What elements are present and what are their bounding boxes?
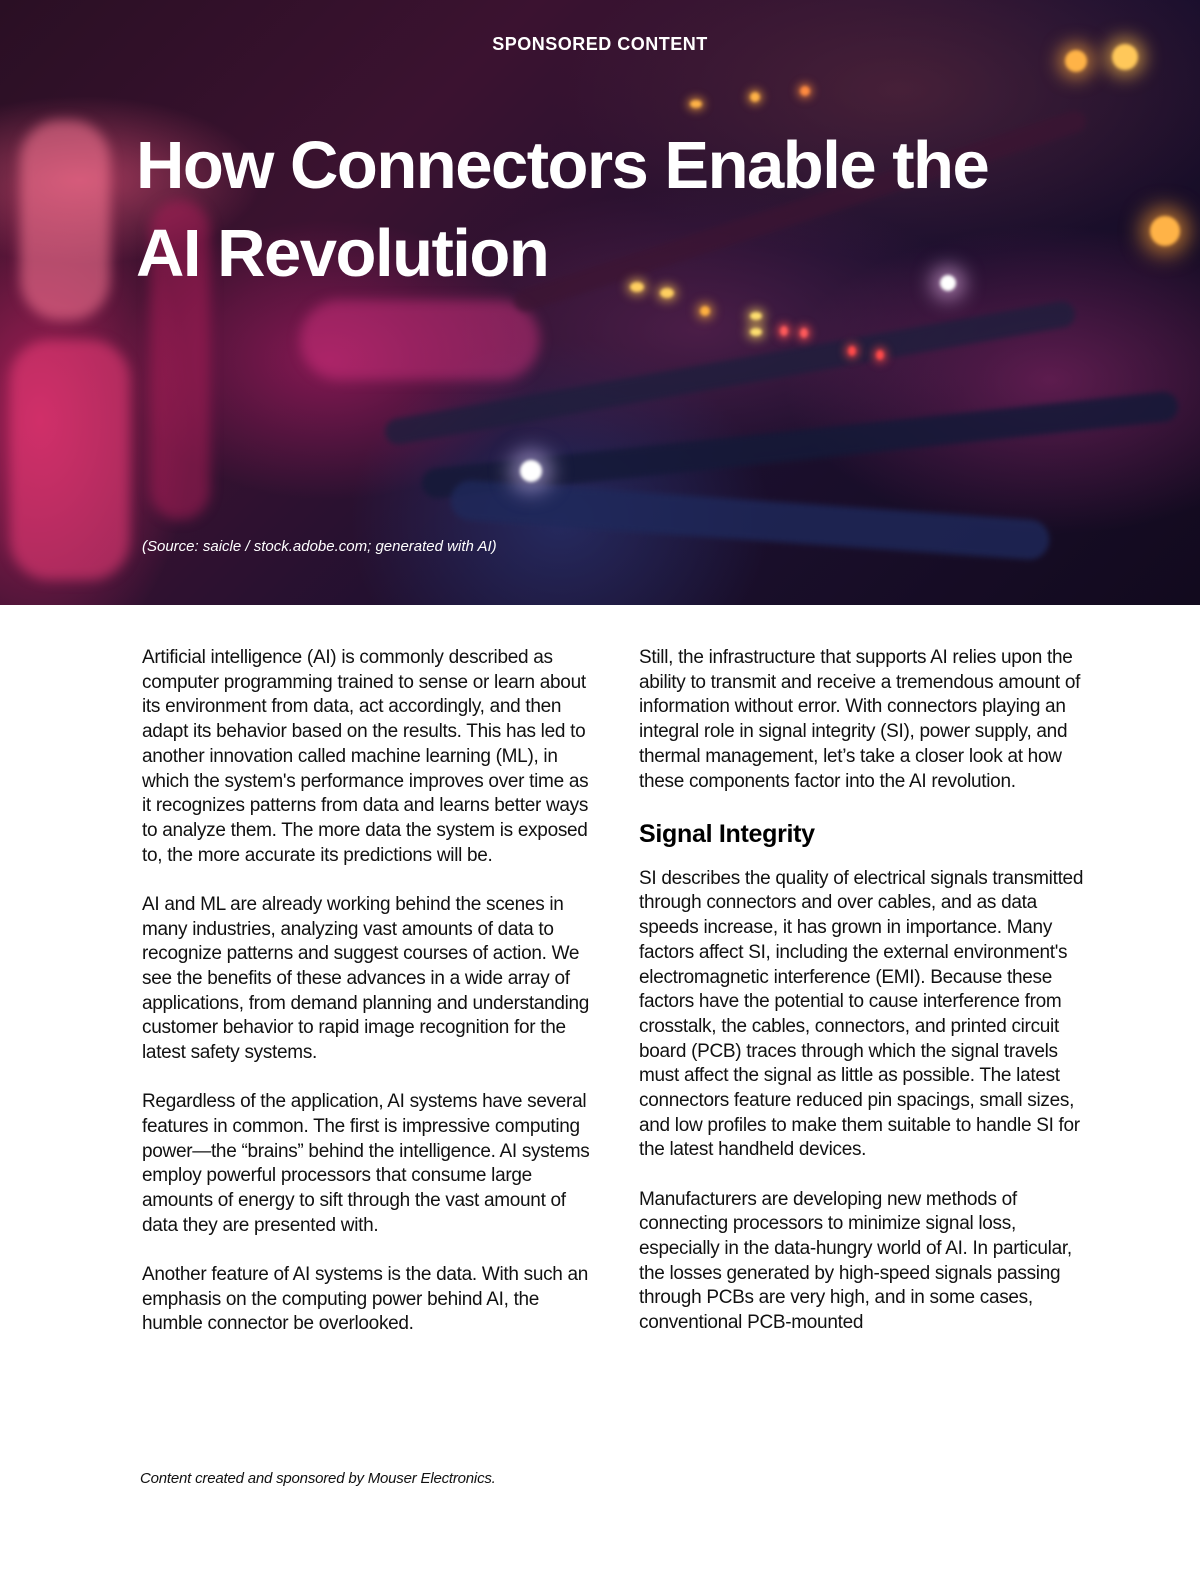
hero-led [1150, 216, 1180, 246]
hero-cable [449, 479, 1050, 561]
hero-led [800, 86, 810, 96]
hero-led [750, 328, 762, 336]
body-paragraph: Artificial intelligence (AI) is commonly described as computer programming trained to sense or learn about its environment from data, act accordingly, and then adapt its behavior based on the results. This has led to another innovation called machine learning (ML), in which the system's performance improves over time as it recognizes patterns from data and learns better ways to analyze them. The more data the system is exposed to, the more accurate its predictions will be. [142, 647, 589, 866]
body-paragraph: SI describes the quality of electrical signals transmitted through connectors and over cables, and as data speeds increase, it has grown in importance. Many factors affect SI, including the external environment's electromagnetic interference (EMI). Because these factors have the potential to cause interference from crosstalk, the cables, connectors, and printed circuit board (PCB) traces through which the signal travels must affect the signal as little as possible. The latest connectors feature reduced pin spacings, small sizes, and low profiles to make them suitable to handle SI for the latest handheld devices. [639, 867, 1084, 1161]
hero-led [520, 460, 542, 482]
body-paragraph: Manufacturers are developing new methods of connecting processors to minimize signal loss, especially in the data-hungry world of AI. In particular, the losses generated by high-speed signals passing through PCBs are very high, and in some cases, conventional PCB-mounted [639, 1188, 1072, 1334]
body-paragraph: Regardless of the application, AI systems have several features in common. The first is impressive computing power—the “brains” behind the intelligence. AI systems employ powerful processors that consume large amounts of energy to sift through the vast amount of data they are presented with. [142, 1091, 590, 1236]
hero-led [848, 346, 856, 356]
hero-led [800, 328, 808, 338]
section-heading: Signal Integrity [639, 819, 815, 848]
hero-led [750, 312, 762, 320]
hero-led [780, 326, 788, 336]
image-caption: (Source: saicle / stock.adobe.com; generated with AI) [142, 538, 497, 555]
page-title: How Connectors Enable the AI Revolution [136, 128, 989, 291]
hero-glow [20, 120, 110, 320]
hero-image [0, 0, 1200, 605]
hero-led [690, 100, 702, 108]
sponsor-credit: Content created and sponsored by Mouser Electronics. [140, 1470, 496, 1487]
sponsored-label: SPONSORED CONTENT [492, 34, 708, 54]
left-column [142, 646, 590, 1362]
hero-glow [10, 340, 130, 580]
hero-led [750, 92, 760, 102]
hero-led [876, 350, 884, 360]
right-column [639, 646, 1087, 1360]
body-paragraph: Another feature of AI systems is the data. With such an emphasis on the computing power behind AI, the humble connector be overlooked. [142, 1263, 589, 1335]
body-paragraph: AI and ML are already working behind the scenes in many industries, analyzing vast amounts of data to recognize patterns and suggest courses of action. We see the benefits of these advances in a wide array of applications, from demand planning and understanding customer behavior to rapid image recognition for the latest safety systems. [142, 893, 590, 1064]
hero-glow [300, 300, 540, 380]
hero-led [700, 306, 710, 316]
body-paragraph: Still, the infrastructure that supports AI relies upon the ability to transmit and receive a tremendous amount of information without error. With connectors playing an integral role in signal integrity (SI), power supply, and thermal management, let’s take a closer look at how these components factor into the AI revolution. [639, 647, 1081, 792]
